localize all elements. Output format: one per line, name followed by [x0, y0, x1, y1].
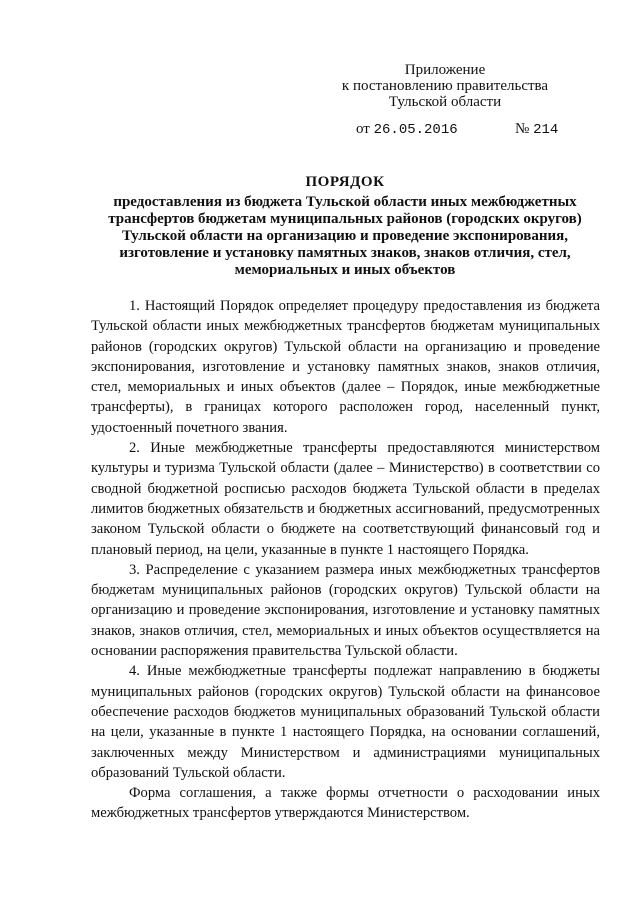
resolution-date: 26.05.2016 [373, 122, 458, 138]
title-line: трансфертов бюджетам муниципальных районов (городских округов) [108, 211, 582, 227]
appendix-line: Тульской области [388, 94, 502, 110]
appendix-block [330, 62, 560, 110]
resolution-number-block [515, 121, 558, 138]
title-line: Тульской области на организацию и проведение экспонирования, [121, 228, 569, 244]
appendix-line: Приложение [404, 62, 486, 78]
paragraph-3: 3. Распределение с указанием размера иных межбюджетных трансфертов бюджетам муниципальных районов (городских округов) Тульской области на организацию и проведение экспонирования, изготовление и установку памятных знаков, знаков отличия, стел, мемориальных и иных объектов осуществляется на основании распоряжения правительства Тульской области. [91, 561, 600, 660]
appendix-line: к постановлению правительства [341, 78, 549, 94]
paragraph-2: 2. Иные межбюджетные трансферты предоставляются министерством культуры и туризма Тульской области (далее – Министерство) в соответствии со сводной бюджетной росписью расходов бюджета Тульской области в пределах лимитов бюджетных обязательств и бюджетных ассигнований, предусмотренных законом Тульской области о бюджете на соответствующий финансовый год и плановый период, на цели, указанные в пункте 1 настоящего Порядка. [91, 440, 600, 558]
paragraph-4: 4. Иные межбюджетные трансферты подлежат направлению в бюджеты муниципальных районов (городских округов) Тульской области на финансовое обеспечение расходов бюджетов муниципальных образований Тульской области на цели, указанные в пункте 1 настоящего Порядка, на основании соглашений, заключенных между Министерством и администрациями муниципальных образований Тульской области. [91, 663, 600, 781]
paragraph-5: Форма соглашения, а также формы отчетности о расходовании иных межбюджетных трансфертов утверждаются Министерством. [91, 785, 600, 822]
resolution-number: 214 [533, 122, 559, 138]
number-prefix: № [515, 121, 530, 137]
date-prefix: от [356, 121, 370, 137]
document-title [90, 174, 600, 279]
paragraph-1: 1. Настоящий Порядок определяет процедуру предоставления из бюджета Тульской области иных межбюджетных трансфертов бюджетам муниципальных районов (городских округов) Тульской области на организацию и проведение экспонирования, изготовление и установку памятных знаков, знаков отличия, стел, мемориальных и иных объектов (далее – Порядок, иные межбюджетные трансферты), в границах которого расположен город, населенный пункт, удостоенный почетного звания. [91, 298, 600, 436]
title-line: изготовление и установку памятных знаков, знаков отличия, стел, [119, 245, 571, 261]
document-body [91, 296, 600, 824]
title-line: мемориальных и иных объектов [234, 262, 456, 278]
resolution-date-number [356, 121, 559, 138]
title-line: предоставления из бюджета Тульской области иных межбюджетных [113, 194, 577, 210]
title-heading: ПОРЯДОК [305, 174, 385, 190]
